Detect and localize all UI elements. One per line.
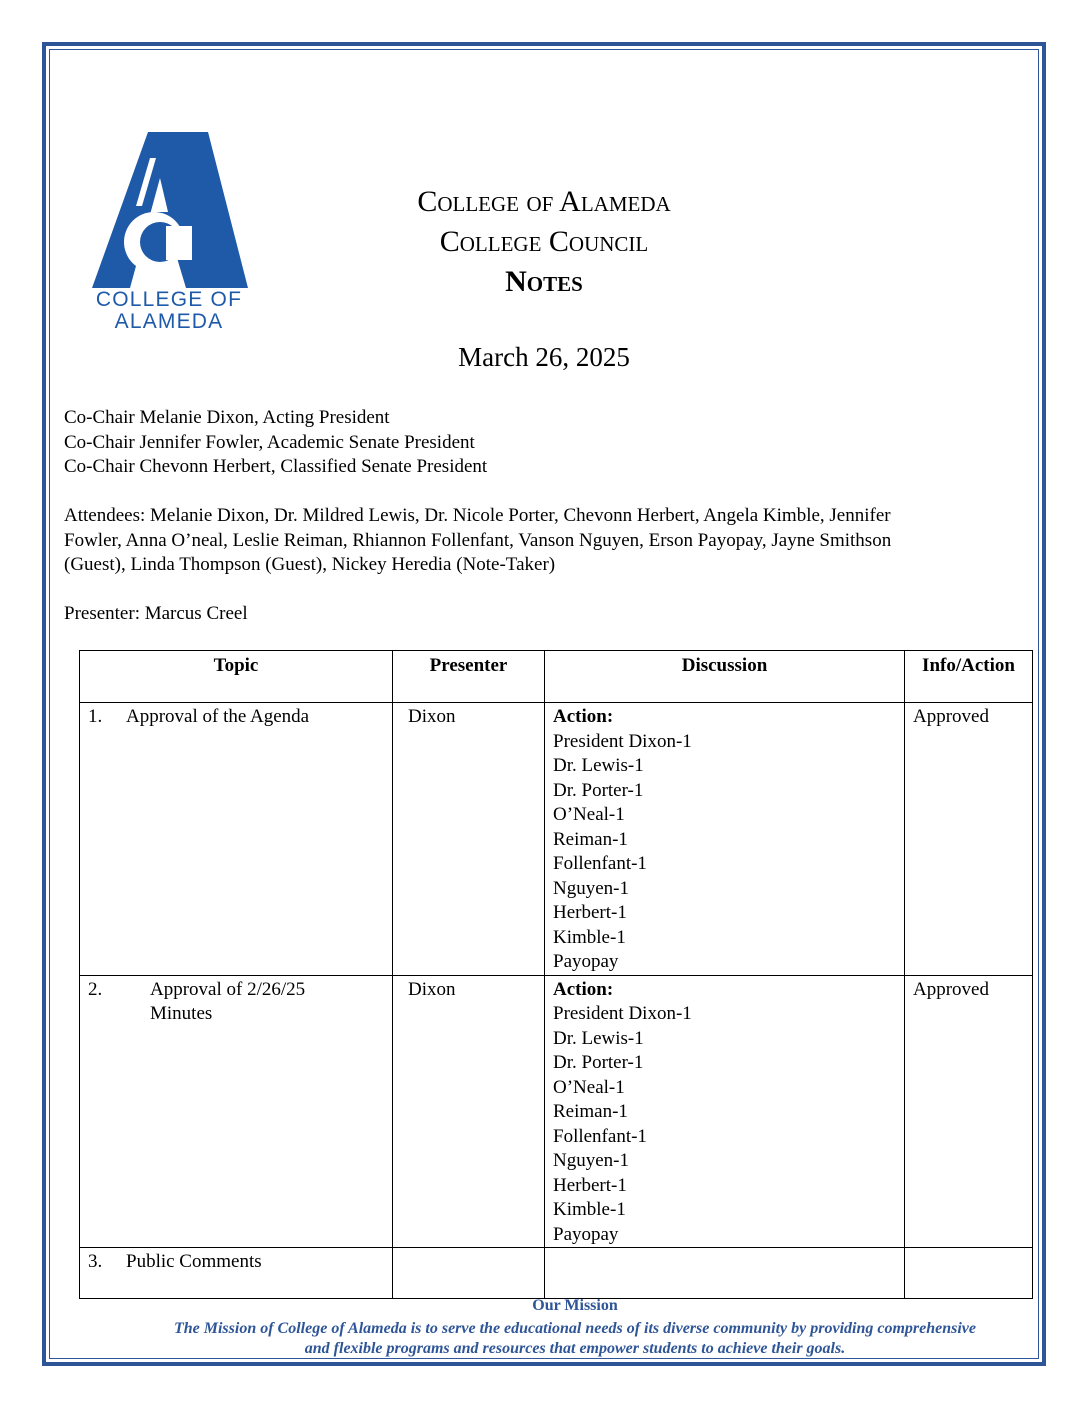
column-header-presenter: Presenter bbox=[393, 651, 545, 703]
title-college-name: College of Alameda bbox=[417, 185, 671, 218]
discussion-heading: Action: bbox=[553, 706, 614, 727]
discussion-cell bbox=[545, 975, 905, 1248]
info-action-cell bbox=[905, 1248, 1033, 1299]
topic-cell bbox=[80, 1248, 393, 1299]
vote-line: Reiman-1 bbox=[553, 1101, 628, 1122]
logo-text-line2: ALAMEDA bbox=[114, 310, 224, 333]
attendees-line: Attendees: Melanie Dixon, Dr. Mildred Lewis, Dr. Nicole Porter, Chevonn Herbert, Angela Kimble, Jennifer bbox=[64, 505, 891, 526]
meeting-date: March 26, 2025 bbox=[458, 342, 630, 372]
topic-text: Approval of the Agenda bbox=[126, 706, 310, 727]
mission-statement bbox=[120, 1319, 1030, 1359]
topic-cell bbox=[80, 703, 393, 976]
topic-text-continued: Minutes bbox=[150, 1003, 213, 1024]
discussion-cell bbox=[545, 703, 905, 976]
vote-line: Dr. Porter-1 bbox=[553, 779, 644, 801]
presenter-line: Presenter: Marcus Creel bbox=[64, 603, 248, 624]
co-chairs-block bbox=[64, 406, 1024, 480]
title-council-name: College Council bbox=[439, 225, 649, 258]
discussion-cell bbox=[545, 1248, 905, 1299]
vote-line: Follenfant-1 bbox=[553, 853, 647, 874]
table-row bbox=[80, 703, 1033, 976]
vote-line: Reiman-1 bbox=[553, 828, 628, 850]
item-number: 2. bbox=[88, 978, 103, 1000]
vote-line: Dr. Porter-1 bbox=[553, 1052, 644, 1073]
vote-line: President Dixon-1 bbox=[553, 730, 692, 752]
topic-cell bbox=[80, 975, 393, 1248]
vote-line: Payopay bbox=[553, 1223, 619, 1245]
co-chair-line: Co-Chair Chevonn Herbert, Classified Senate President bbox=[64, 456, 488, 477]
item-number: 3. bbox=[88, 1251, 103, 1272]
vote-line: Payopay bbox=[553, 951, 619, 972]
mission-line: The Mission of College of Alameda is to serve the educational needs of its diverse community by providing comprehensive bbox=[173, 1320, 976, 1337]
vote-line: Follenfant-1 bbox=[553, 1125, 647, 1147]
column-header-info-action: Info/Action bbox=[905, 651, 1033, 703]
topic-text: Approval of 2/26/25 bbox=[150, 978, 306, 1000]
discussion-heading: Action: bbox=[553, 978, 614, 1000]
attendees-line: (Guest), Linda Thompson (Guest), Nickey Heredia (Note-Taker) bbox=[64, 554, 556, 575]
title-notes: Notes bbox=[505, 265, 583, 298]
table-row bbox=[80, 975, 1033, 1248]
vote-line: Dr. Lewis-1 bbox=[553, 755, 644, 776]
attendees-line: Fowler, Anna O’neal, Leslie Reiman, Rhiannon Follenfant, Vanson Nguyen, Erson Payopay, Jayne Smithson bbox=[64, 529, 892, 551]
vote-line: Herbert-1 bbox=[553, 1174, 627, 1196]
vote-line: Nguyen-1 bbox=[553, 1150, 629, 1171]
presenter-cell bbox=[393, 1248, 545, 1299]
vote-line: President Dixon-1 bbox=[553, 1003, 692, 1024]
agenda-table bbox=[79, 650, 1033, 1299]
table-header-row bbox=[80, 651, 1033, 703]
logo-text-line1: COLLEGE OF bbox=[95, 288, 243, 311]
attendees-block bbox=[64, 504, 1024, 578]
mission-heading: Our Mission bbox=[532, 1297, 618, 1314]
info-action-cell: Approved bbox=[905, 703, 1033, 976]
item-number: 1. bbox=[88, 706, 103, 727]
vote-line: O’Neal-1 bbox=[553, 804, 625, 825]
column-header-discussion: Discussion bbox=[545, 651, 905, 703]
presenter-cell: Dixon bbox=[393, 703, 545, 976]
document-title bbox=[0, 182, 1088, 302]
mission-line: and flexible programs and resources that empower students to achieve their goals. bbox=[304, 1340, 846, 1357]
topic-text: Public Comments bbox=[126, 1251, 262, 1272]
column-header-topic: Topic bbox=[80, 651, 393, 703]
vote-line: Dr. Lewis-1 bbox=[553, 1027, 644, 1049]
vote-line: Kimble-1 bbox=[553, 926, 626, 948]
info-action-cell: Approved bbox=[905, 975, 1033, 1248]
vote-line: Kimble-1 bbox=[553, 1199, 626, 1220]
table-row bbox=[80, 1248, 1033, 1299]
vote-line: O’Neal-1 bbox=[553, 1076, 625, 1098]
vote-line: Nguyen-1 bbox=[553, 877, 629, 899]
vote-line: Herbert-1 bbox=[553, 902, 627, 923]
co-chair-line: Co-Chair Melanie Dixon, Acting President bbox=[64, 407, 390, 428]
presenter-cell: Dixon bbox=[393, 975, 545, 1248]
co-chair-line: Co-Chair Jennifer Fowler, Academic Senate President bbox=[64, 431, 475, 453]
